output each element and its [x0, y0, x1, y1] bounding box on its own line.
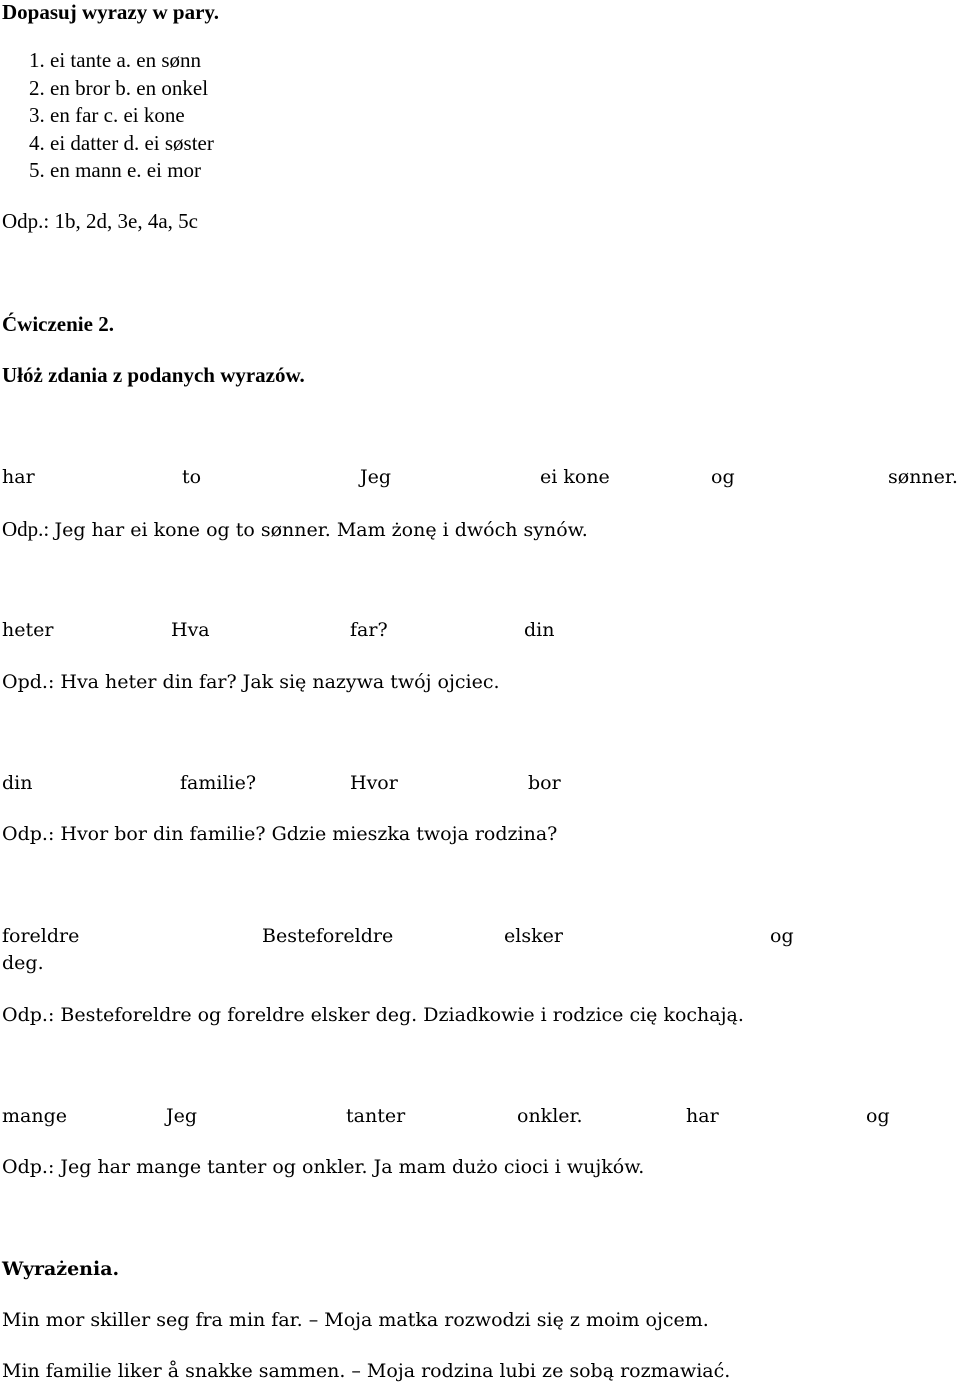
word-bank-5: [0, 1104, 960, 1128]
expression-line: Min mor skiller seg fra min far. – Moja matka rozwodzi się z moim ojcem.: [2, 1309, 709, 1331]
word: din: [2, 772, 33, 794]
word: har: [686, 1105, 719, 1127]
word: elsker: [504, 925, 563, 947]
expression-line: Min familie liker å snakke sammen. – Moja rodzina lubi ze sobą rozmawiać.: [2, 1360, 731, 1382]
list-item: 1. ei tante a. en sønn: [29, 48, 202, 72]
answer-3: Odp.: Hvor bor din familie? Gdzie mieszka twoja rodzina?: [2, 823, 558, 845]
word-bank-1: [0, 465, 960, 489]
answer-5: Odp.: Jeg har mange tanter og onkler. Ja mam dużo cioci i wujków.: [2, 1156, 645, 1178]
list-item: 2. en bror b. en onkel: [29, 76, 209, 100]
answer-prefix: Odp.:: [2, 517, 55, 541]
list-item: 3. en far c. ei kone: [29, 103, 185, 127]
answer-2: Opd.: Hva heter din far? Jak się nazywa twój ojciec.: [2, 671, 500, 693]
word-bank-4: [0, 924, 960, 948]
word: og: [866, 1105, 890, 1127]
word-bank-3: [0, 771, 960, 795]
word: heter: [2, 619, 54, 641]
word: Hvor: [350, 772, 398, 794]
word: ei kone: [540, 466, 610, 488]
expressions-title: Wyrażenia.: [2, 1258, 120, 1280]
exercise-1-title: Dopasuj wyrazy w pary.: [2, 0, 220, 24]
word: og: [770, 925, 794, 947]
word: Hva: [171, 619, 210, 641]
answer-4: Odp.: Besteforeldre og foreldre elsker deg. Dziadkowie i rodzice cię kochają.: [2, 1004, 744, 1026]
word: familie?: [180, 772, 257, 794]
word: og: [711, 466, 735, 488]
word: sønner.: [888, 466, 958, 488]
word: bor: [528, 772, 561, 794]
answer-text: Jeg har ei kone og to sønner. Mam żonę i dwóch synów.: [54, 519, 588, 541]
word-bank-2: [0, 618, 960, 642]
word: Besteforeldre: [262, 925, 394, 947]
word: mange: [2, 1105, 67, 1127]
word: onkler.: [517, 1105, 583, 1127]
word: far?: [350, 619, 388, 641]
word: tanter: [346, 1105, 406, 1127]
answer-1: [2, 517, 588, 542]
exercise-2-title: Ćwiczenie 2.: [2, 312, 114, 336]
exercise-2-instruction: Ułóż zdania z podanych wyrazów.: [2, 363, 305, 387]
word: foreldre: [2, 925, 80, 947]
word: deg.: [2, 952, 44, 974]
word: to: [182, 466, 202, 488]
word: Jeg: [166, 1105, 198, 1127]
word: Jeg: [360, 466, 392, 488]
exercise-1-answer: Odp.: 1b, 2d, 3e, 4a, 5c: [2, 209, 198, 233]
word: har: [2, 466, 35, 488]
list-item: 4. ei datter d. ei søster: [29, 131, 214, 155]
list-item: 5. en mann e. ei mor: [29, 158, 202, 182]
word: din: [524, 619, 555, 641]
